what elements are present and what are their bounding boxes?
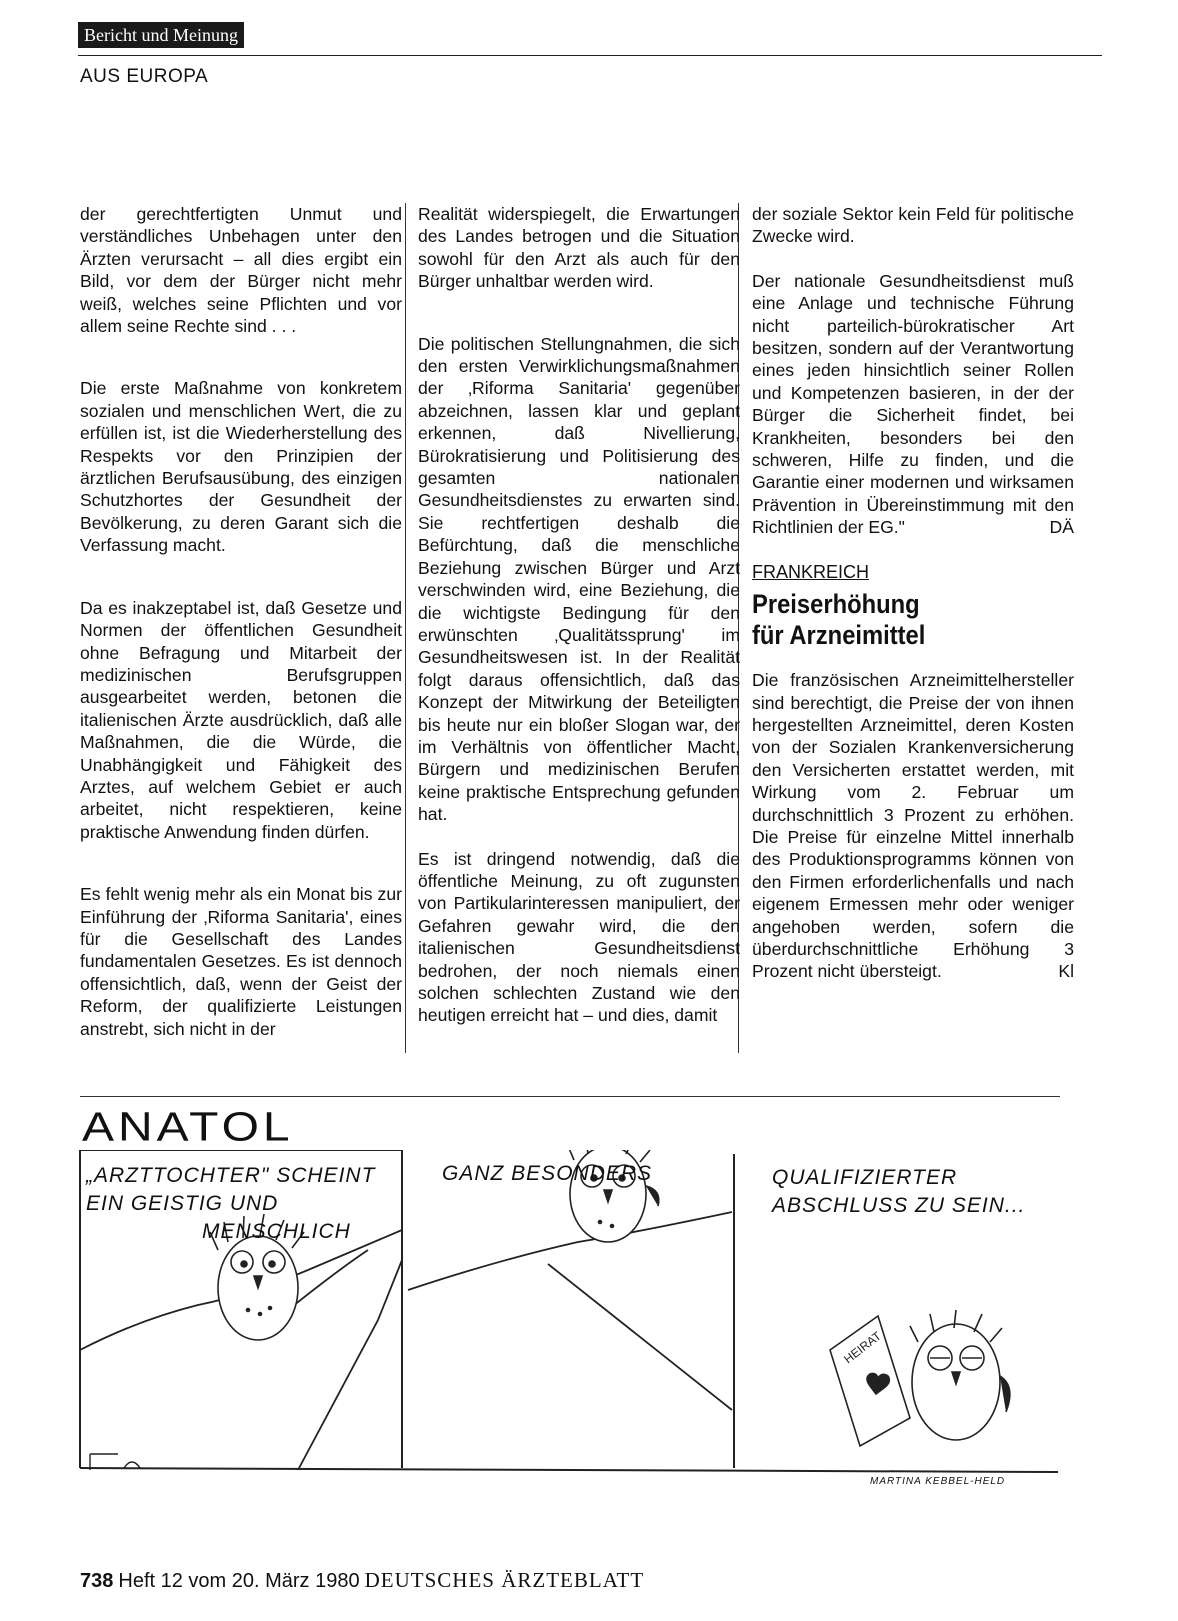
section-subtitle: AUS EUROPA [80, 66, 209, 87]
column-divider [405, 203, 406, 1053]
paragraph-text: Der nationale Gesundheitsdienst muß eine Anlage und technische Führung nicht parteilich-bürokratischer Art besitzen, sondern auf der Verantwortung eines jeden hinsichtlich seiner Rollen und Kompetenzen basieren, in der der Bürger die Sicherheit findet, bei Krankheiten, besonders bei den schweren, Hilfe zu finden, und die Garantie einer modernen und wirksamen Prävention in Übereinstimmung mit den Richtlinien der EG." [752, 270, 1074, 538]
paragraph [752, 669, 1074, 983]
top-rule [78, 55, 1102, 56]
article-column-1 [80, 203, 402, 1093]
paragraph: Die politischen Stellungnahmen, die sich den ersten Verwirklichungsmaßnahmen der ‚Riforma Sanitaria' gegenüber abzeichnen, lassen klar und geplant erkennen, daß Nivellierung, Bürokratisierung und Politisierung des gesamten nationalen Gesundheitsdienstes zu erwarten sind. Sie rechtfertigen deshalb die Befürchtung, daß die menschliche Beziehung zwischen Bürger und Arzt verschwinden wird, eine Beziehung, die die wichtigste Bedingung für den erwünschten ‚Qualitätssprung' im Gesundheitswesen ist. In der Realität folgt daraus offensichtlich, daß das Konzept der Mitwirkung der Beteiligten bis heute nur ein bloßer Slogan war, der im Verhältnis von öffentlicher Macht, Bürgern und medizinischen Berufen keine praktische Entsprechung gefunden hat. [418, 333, 740, 825]
paragraph-text: Die französischen Arzneimittelhersteller sind berechtigt, die Preise der von ihnen hergestellten Arzneimittel, deren Kosten von der Sozialen Krankenversicherung den Versicherten erstattet werden, mit Wirkung vom 2. Februar um durchschnittlich 3 Prozent zu erhöhen. Die Preise für einzelne Mittel innerhalb des Produktionsprogramms können von den Firmen erforderlichenfalls und nach eigenem Ermessen mehr oder weniger angehoben werden, sofern die überdurchschnittliche Erhöhung 3 Prozent nicht übersteigt. [752, 670, 1074, 982]
article-column-3 [752, 203, 1074, 1093]
comic-strip [78, 1150, 1062, 1480]
section-label: Bericht und Meinung [78, 22, 244, 48]
owl-icon [910, 1310, 1010, 1440]
comic-divider [80, 1096, 1060, 1097]
paragraph: der soziale Sektor kein Feld für politische Zwecke wird. [752, 204, 1074, 247]
speech-line: ABSCHLUSS ZU SEIN... [772, 1194, 1026, 1217]
page-number: 738 [80, 1570, 114, 1592]
artist-credit: MARTINA KEBBEL-HELD [870, 1476, 1006, 1487]
panel-baseline [80, 1468, 1058, 1472]
article-column-2 [418, 203, 740, 1093]
paragraph: Es ist dringend notwendig, daß die öffentliche Meinung, zu oft zugunsten von Partikularinteressen manipuliert, der Gefahren gewahr wird, die den italienischen Gesundheitsdienst bedrohen, der noch niemals einen solchen schlechten Zustand wie den heutigen erreicht hat – und dies, damit [418, 848, 740, 1026]
headline-line: Preiserhöhung [752, 589, 920, 620]
speech-text [86, 1162, 375, 1246]
page-footer [80, 1568, 644, 1593]
paragraph: Die erste Maßnahme von konkretem sozialen und menschlichen Wert, die zu erfüllen ist, ist die Wiederherstellung des Respekts vor den Prinzipien der ärztlichen Berufsausübung, des einzigen Schutzhortes der Gesundheit der Bevölkerung, zu deren Garant sich die Verfassung macht. [80, 378, 402, 556]
section-rubric: FRANKREICH [752, 561, 870, 582]
speech-line: EIN GEISTIG UND [86, 1192, 279, 1215]
issue-info: Heft 12 vom 20. März 1980 [118, 1570, 360, 1592]
paragraph: Es fehlt wenig mehr als ein Monat bis zur Einführung der ‚Riforma Sanitaria', eines für die Gesellschaft des Landes fundamentalen Gesetzes. Es ist dennoch offensichtlich, daß, wenn der Geist der Reform, der qualifizierte Leistungen anstrebt, sich nicht in der [80, 884, 402, 1039]
article-headline [752, 589, 1035, 651]
comic-title: ANATOL [82, 1104, 294, 1150]
paragraph: der gerechtfertigten Unmut und verständliches Unbehagen unter den Ärzten verursacht – all dies ergibt ein Bild, vor dem der Bürger nicht mehr weiß, welches seine Pflichten und vor allem seine Rechte sind . . . [80, 204, 402, 337]
sign-text: HEIRAT [841, 1328, 884, 1367]
author-signature: DÄ [1049, 517, 1074, 538]
speech-line: QUALIFIZIERTER [772, 1166, 958, 1189]
speech-line: „ARZTTOCHTER" SCHEINT [86, 1164, 376, 1187]
mountain-lines [408, 1212, 732, 1410]
speech-text [772, 1164, 1025, 1220]
speech-line: GANZ BESONDERS [442, 1162, 653, 1185]
headline-line: für Arzneimittel [752, 620, 926, 651]
speech-text [442, 1160, 652, 1188]
paragraph: Realität widerspiegelt, die Erwartungen des Landes betrogen und die Situation sowohl für den Arzt als auch für den Bürger unhaltbar werden wird. [418, 204, 740, 292]
publication-name: DEUTSCHES ÄRZTEBLATT [364, 1568, 645, 1592]
author-signature: Kl [1058, 961, 1074, 982]
paragraph: Da es inakzeptabel ist, daß Gesetze und Normen der öffentlichen Gesundheit ohne Befragung und Mitarbeit der medizinischen Berufsgruppen ausgearbeitet werden, betonen die italienischen Ärzte ausdrücklich, daß alle Maßnahmen, die die Würde, die Unabhängigkeit und Fähigkeit des Arztes, auf welchem Gebiet er auch arbeitet, nicht respektieren, keine praktische Anwendung finden dürfen. [80, 597, 402, 842]
paragraph [752, 270, 1074, 539]
speech-line: MENSCHLICH [202, 1220, 351, 1243]
